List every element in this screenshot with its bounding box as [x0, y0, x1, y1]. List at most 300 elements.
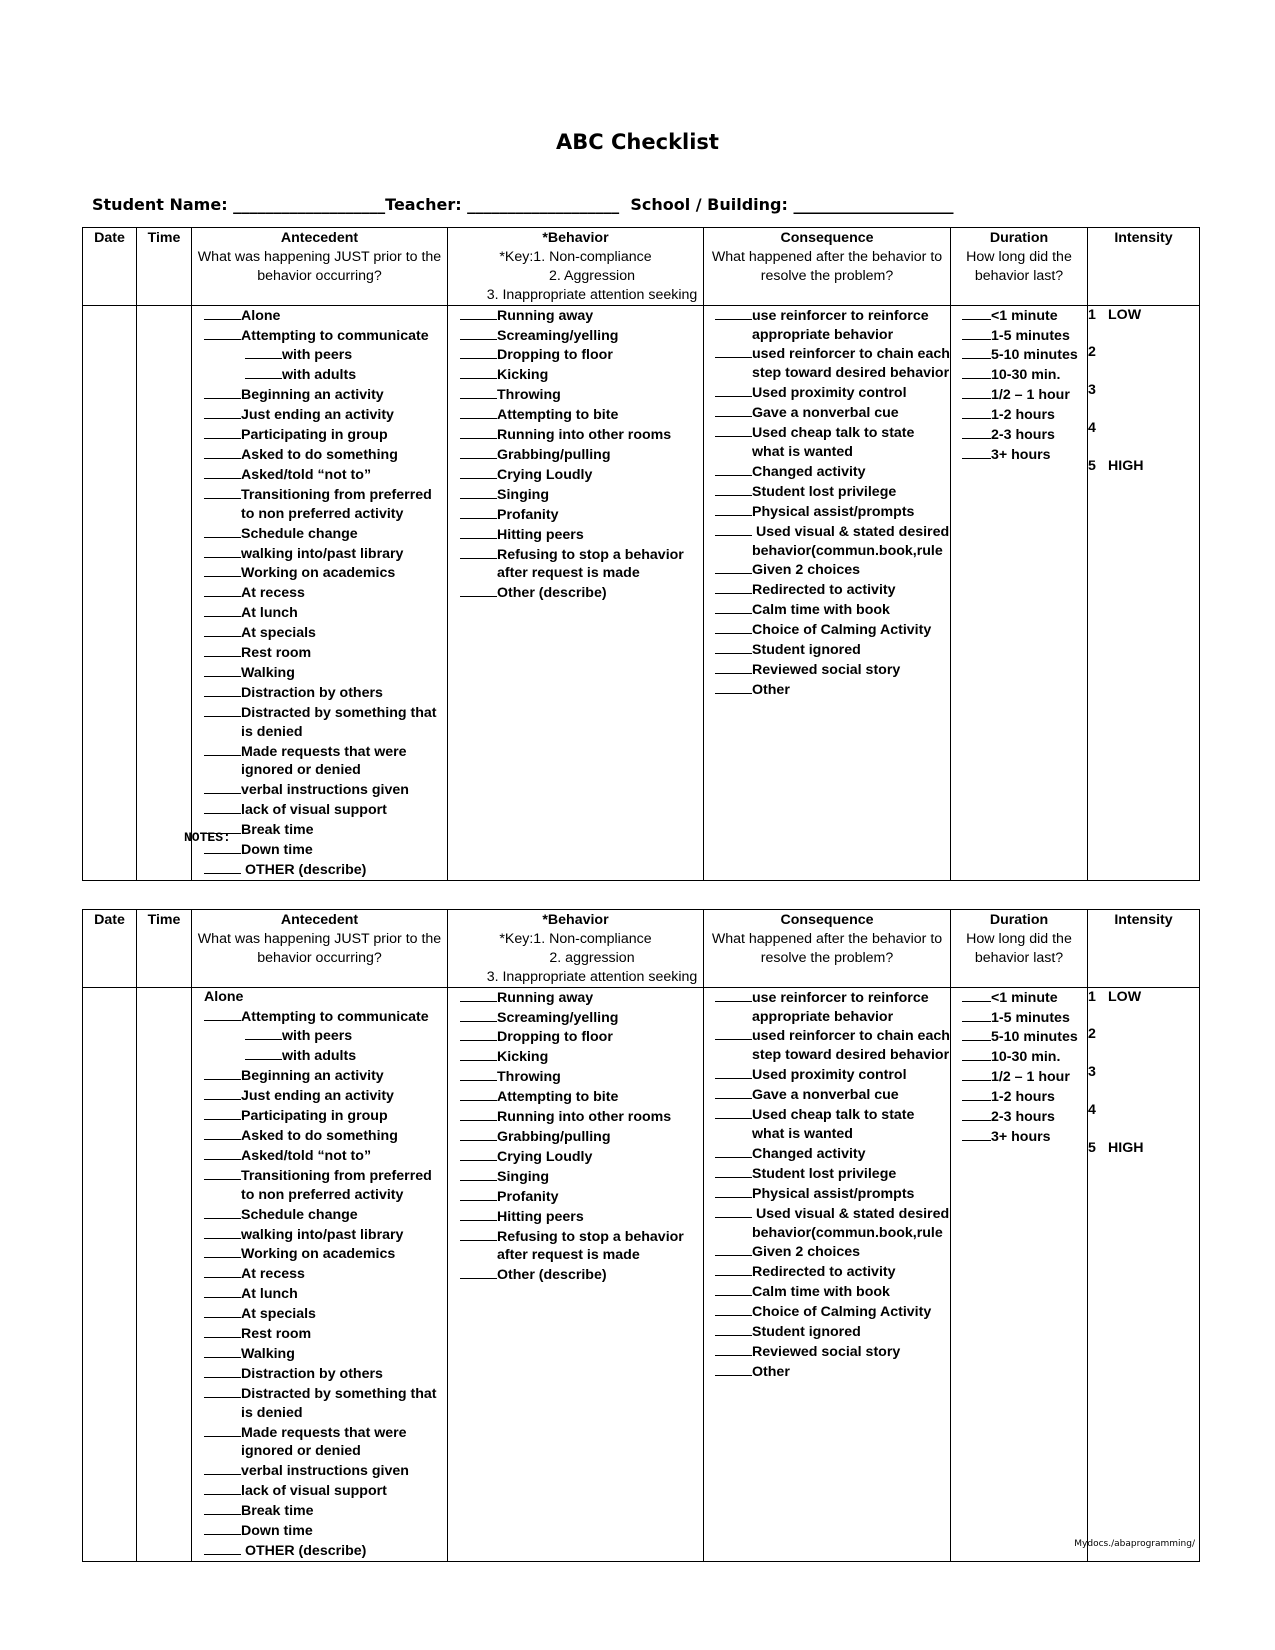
checklist-item[interactable] [715, 502, 950, 522]
checklist-item[interactable] [204, 1521, 447, 1541]
checklist-item[interactable] [715, 383, 950, 403]
checklist-item[interactable] [715, 306, 950, 326]
checklist-item[interactable] [962, 385, 1087, 405]
checklist-item[interactable] [460, 485, 703, 505]
checklist-item[interactable] [715, 620, 950, 640]
checklist-item[interactable] [460, 1027, 703, 1047]
check-blank[interactable] [460, 485, 497, 499]
checklist-item[interactable] [204, 703, 447, 723]
checklist-item[interactable] [204, 1066, 447, 1086]
check-blank[interactable] [204, 1126, 241, 1140]
check-blank[interactable] [460, 365, 497, 379]
checklist-item[interactable] [460, 1008, 703, 1028]
checklist-item[interactable] [204, 1007, 447, 1027]
checklist-item[interactable] [204, 988, 447, 1007]
checklist-item[interactable] [204, 723, 447, 742]
checklist-item[interactable] [962, 405, 1087, 425]
check-blank[interactable] [460, 385, 497, 399]
check-blank[interactable] [460, 545, 497, 559]
checklist-item[interactable] [715, 660, 950, 680]
checklist-item[interactable] [715, 1242, 950, 1262]
check-blank[interactable] [715, 660, 752, 674]
checklist-item[interactable] [204, 1146, 447, 1166]
checklist-item[interactable] [204, 1481, 447, 1501]
check-blank[interactable] [715, 1184, 752, 1198]
checklist-item[interactable] [460, 1187, 703, 1207]
checklist-item[interactable] [962, 1067, 1087, 1087]
time-cell[interactable] [137, 987, 192, 1561]
checklist-item[interactable] [204, 761, 447, 780]
checklist-item[interactable] [715, 1282, 950, 1302]
checklist-item[interactable] [715, 462, 950, 482]
checklist-item[interactable] [204, 1264, 447, 1284]
checklist-item[interactable] [204, 1106, 447, 1126]
checklist-item[interactable] [204, 603, 447, 623]
check-blank[interactable] [460, 1167, 497, 1181]
intensity-level[interactable] [1088, 306, 1199, 344]
check-blank[interactable] [715, 522, 752, 536]
checklist-item[interactable] [204, 780, 447, 800]
intensity-number: 2 [1088, 1026, 1096, 1043]
check-blank[interactable] [204, 1264, 241, 1278]
student-info-fields[interactable]: Student Name: ___________________Teacher: ___________________ School / Building: ____________________ [92, 195, 954, 214]
check-blank[interactable] [460, 1187, 497, 1201]
check-blank[interactable] [715, 1302, 752, 1316]
abc-table-2 [82, 909, 1200, 1562]
checklist-item[interactable] [962, 306, 1087, 326]
check-blank[interactable] [460, 1265, 497, 1279]
checklist-item[interactable] [460, 583, 703, 603]
checklist-item[interactable] [204, 800, 447, 820]
checklist-item[interactable] [204, 840, 447, 860]
intensity-level[interactable] [1088, 381, 1199, 419]
check-blank[interactable] [460, 583, 497, 597]
checklist-item[interactable] [715, 1164, 950, 1184]
intensity-level[interactable] [1088, 988, 1199, 1026]
checklist-item[interactable] [204, 1541, 447, 1561]
checklist-item[interactable] [204, 1404, 447, 1423]
checklist-item[interactable] [460, 1227, 703, 1247]
page-title: ABC Checklist [556, 130, 719, 154]
checklist-item[interactable] [715, 542, 950, 561]
checklist-item[interactable] [715, 1362, 950, 1382]
check-blank[interactable] [715, 1242, 752, 1256]
check-blank[interactable] [460, 1047, 497, 1061]
checklist-item[interactable] [962, 1107, 1087, 1127]
check-blank[interactable] [962, 365, 991, 379]
checklist-item[interactable] [204, 1026, 447, 1046]
check-blank[interactable] [460, 306, 497, 320]
checklist-item[interactable] [715, 1322, 950, 1342]
item-label: 5-10 minutes [991, 347, 1078, 364]
behavior-list [448, 987, 704, 1561]
checklist-item[interactable] [204, 1166, 447, 1186]
check-blank[interactable] [245, 1026, 282, 1040]
checklist-item[interactable] [204, 1442, 447, 1461]
check-blank[interactable] [204, 643, 241, 657]
checklist-item[interactable] [460, 1147, 703, 1167]
check-blank[interactable] [204, 1146, 241, 1160]
check-blank[interactable] [715, 1065, 752, 1079]
checklist-item[interactable] [204, 1284, 447, 1304]
check-blank[interactable] [204, 1225, 241, 1239]
checklist-item[interactable] [204, 465, 447, 485]
checklist-item[interactable] [204, 1046, 447, 1066]
check-blank[interactable] [460, 1147, 497, 1161]
check-blank[interactable] [962, 1107, 991, 1121]
checklist-item[interactable] [204, 1126, 447, 1146]
date-cell[interactable] [83, 987, 137, 1561]
checklist-item[interactable] [204, 1225, 447, 1245]
check-blank[interactable] [715, 1105, 752, 1119]
checklist-item[interactable] [715, 1046, 950, 1065]
checklist-item[interactable] [204, 485, 447, 505]
checklist-item[interactable] [715, 344, 950, 364]
check-blank[interactable] [204, 1244, 241, 1258]
checklist-item[interactable] [204, 1186, 447, 1205]
checklist-item[interactable] [715, 1026, 950, 1046]
checklist-item[interactable] [204, 683, 447, 703]
checklist-item[interactable] [460, 564, 703, 583]
checklist-item[interactable] [204, 1461, 447, 1481]
item-label: Crying Loudly [497, 466, 593, 483]
check-blank[interactable] [715, 1322, 752, 1336]
intensity-level[interactable] [1088, 1139, 1199, 1177]
check-blank[interactable] [715, 423, 752, 437]
check-blank[interactable] [460, 1067, 497, 1081]
checklist-item[interactable] [460, 345, 703, 365]
checklist-item[interactable] [715, 1065, 950, 1085]
check-blank[interactable] [204, 1541, 241, 1555]
check-blank[interactable] [204, 405, 241, 419]
checklist-item[interactable] [460, 465, 703, 485]
check-blank[interactable] [204, 1501, 241, 1515]
check-blank[interactable] [460, 505, 497, 519]
check-blank[interactable] [204, 742, 241, 756]
check-blank[interactable] [204, 563, 241, 577]
check-blank[interactable] [204, 583, 241, 597]
check-blank[interactable] [204, 703, 241, 717]
check-blank[interactable] [715, 1164, 752, 1178]
check-blank[interactable] [715, 1204, 752, 1218]
checklist-item[interactable] [715, 423, 950, 443]
check-blank[interactable] [204, 445, 241, 459]
checklist-item[interactable] [460, 525, 703, 545]
checklist-item[interactable] [460, 405, 703, 425]
check-blank[interactable] [962, 345, 991, 359]
checklist-item[interactable] [715, 640, 950, 660]
checklist-item[interactable] [715, 1184, 950, 1204]
checklist-item[interactable] [204, 1423, 447, 1443]
checklist-item[interactable] [204, 1364, 447, 1384]
checklist-item[interactable] [204, 345, 447, 365]
checklist-item[interactable] [715, 680, 950, 700]
check-blank[interactable] [962, 326, 991, 340]
check-blank[interactable] [715, 680, 752, 694]
checklist-item[interactable] [715, 1224, 950, 1243]
checklist-item[interactable] [715, 988, 950, 1008]
checklist-item[interactable] [715, 1008, 950, 1027]
check-blank[interactable] [204, 544, 241, 558]
check-blank[interactable] [715, 383, 752, 397]
checklist-item[interactable] [460, 326, 703, 346]
check-blank[interactable] [460, 465, 497, 479]
check-blank[interactable] [962, 1087, 991, 1101]
checklist-item[interactable] [715, 1105, 950, 1125]
checklist-item[interactable] [204, 365, 447, 385]
intensity-level[interactable] [1088, 419, 1199, 457]
check-blank[interactable] [962, 1047, 991, 1061]
check-blank[interactable] [715, 403, 752, 417]
checklist-item[interactable] [204, 1304, 447, 1324]
checklist-item[interactable] [204, 326, 447, 346]
check-blank[interactable] [715, 482, 752, 496]
check-blank[interactable] [962, 1008, 991, 1022]
checklist-item[interactable] [962, 425, 1087, 445]
check-blank[interactable] [715, 600, 752, 614]
checklist-item[interactable] [204, 1244, 447, 1264]
checklist-item[interactable] [962, 1047, 1087, 1067]
checklist-item[interactable] [460, 1207, 703, 1227]
check-blank[interactable] [962, 405, 991, 419]
check-blank[interactable] [245, 365, 282, 379]
check-blank[interactable] [715, 306, 752, 320]
check-blank[interactable] [460, 1087, 497, 1101]
check-blank[interactable] [460, 1008, 497, 1022]
check-blank[interactable] [715, 1262, 752, 1276]
check-blank[interactable] [962, 1027, 991, 1041]
item-label: Used visual & stated desired [752, 523, 950, 540]
checklist-item[interactable] [460, 988, 703, 1008]
checklist-item[interactable] [460, 505, 703, 525]
check-blank[interactable] [204, 1284, 241, 1298]
check-blank[interactable] [460, 525, 497, 539]
check-blank[interactable] [204, 1304, 241, 1318]
check-blank[interactable] [204, 780, 241, 794]
check-blank[interactable] [204, 800, 241, 814]
checklist-item[interactable] [204, 860, 447, 880]
check-blank[interactable] [962, 425, 991, 439]
checklist-item[interactable] [460, 1265, 703, 1285]
check-blank[interactable] [204, 1007, 241, 1021]
check-blank[interactable] [204, 1324, 241, 1338]
check-blank[interactable] [204, 326, 241, 340]
checklist-item[interactable] [962, 326, 1087, 346]
check-blank[interactable] [715, 988, 752, 1002]
check-blank[interactable] [460, 1127, 497, 1141]
checklist-item[interactable] [204, 1344, 447, 1364]
checklist-item[interactable] [715, 364, 950, 383]
checklist-item[interactable] [962, 1127, 1087, 1147]
check-blank[interactable] [460, 445, 497, 459]
time-cell[interactable] [137, 305, 192, 880]
checklist-item[interactable] [204, 445, 447, 465]
item-label: Used cheap talk to state [752, 1107, 915, 1124]
checklist-item[interactable] [460, 1127, 703, 1147]
check-blank[interactable] [204, 306, 241, 320]
checklist-item[interactable] [204, 405, 447, 425]
checklist-item[interactable] [715, 1302, 950, 1322]
check-blank[interactable] [460, 1107, 497, 1121]
item-label: Rest room [241, 645, 312, 662]
checklist-item[interactable] [204, 623, 447, 643]
item-label: 1-5 minutes [991, 1009, 1070, 1026]
checklist-item[interactable] [204, 1086, 447, 1106]
check-blank[interactable] [962, 385, 991, 399]
checklist-item[interactable] [460, 1246, 703, 1265]
checklist-item[interactable] [962, 445, 1087, 465]
checklist-item[interactable] [962, 365, 1087, 385]
checklist-item[interactable] [204, 643, 447, 663]
date-cell[interactable] [83, 305, 137, 880]
check-blank[interactable] [204, 385, 241, 399]
checklist-item[interactable] [962, 1008, 1087, 1028]
checklist-item[interactable] [204, 505, 447, 524]
check-blank[interactable] [460, 1227, 497, 1241]
checklist-item[interactable] [715, 482, 950, 502]
checklist-item[interactable] [204, 1205, 447, 1225]
check-blank[interactable] [204, 1205, 241, 1219]
check-blank[interactable] [204, 524, 241, 538]
checklist-item[interactable] [715, 1144, 950, 1164]
checklist-item[interactable] [460, 1087, 703, 1107]
intensity-level[interactable] [1088, 1063, 1199, 1101]
check-blank[interactable] [204, 663, 241, 677]
checklist-item[interactable] [204, 563, 447, 583]
check-blank[interactable] [715, 1144, 752, 1158]
checklist-item[interactable] [715, 600, 950, 620]
check-blank[interactable] [204, 623, 241, 637]
checklist-item[interactable] [460, 385, 703, 405]
check-blank[interactable] [460, 405, 497, 419]
check-blank[interactable] [715, 502, 752, 516]
checklist-item[interactable] [460, 306, 703, 326]
checklist-item[interactable] [715, 522, 950, 542]
checklist-item[interactable] [715, 326, 950, 345]
check-blank[interactable] [460, 1207, 497, 1221]
check-blank[interactable] [204, 1166, 241, 1180]
check-blank[interactable] [245, 1046, 282, 1060]
checklist-item[interactable] [204, 544, 447, 564]
checklist-item[interactable] [460, 545, 703, 565]
checklist-item[interactable] [715, 580, 950, 600]
checklist-item[interactable] [460, 1167, 703, 1187]
checklist-item[interactable] [715, 1262, 950, 1282]
check-blank[interactable] [460, 326, 497, 340]
check-blank[interactable] [962, 445, 991, 459]
check-blank[interactable] [204, 683, 241, 697]
intensity-level[interactable] [1088, 1025, 1199, 1063]
check-blank[interactable] [715, 462, 752, 476]
checklist-item[interactable] [460, 1067, 703, 1087]
checklist-item[interactable] [962, 345, 1087, 365]
check-blank[interactable] [204, 1086, 241, 1100]
check-blank[interactable] [962, 306, 991, 320]
intensity-scale [1088, 305, 1200, 880]
check-blank[interactable] [715, 1282, 752, 1296]
item-label: Just ending an activity [241, 407, 394, 424]
check-blank[interactable] [962, 988, 991, 1002]
item-label: Grabbing/pulling [497, 446, 611, 463]
check-blank[interactable] [204, 1481, 241, 1495]
item-label: Asked/told “not to” [241, 1147, 372, 1164]
check-blank[interactable] [204, 1106, 241, 1120]
check-blank[interactable] [715, 1026, 752, 1040]
check-blank[interactable] [204, 603, 241, 617]
intensity-number: 1 [1088, 988, 1096, 1005]
checklist-item[interactable] [715, 443, 950, 462]
check-blank[interactable] [204, 1344, 241, 1358]
intensity-level[interactable] [1088, 1101, 1199, 1139]
checklist-item[interactable] [460, 425, 703, 445]
checklist-item[interactable] [962, 988, 1087, 1008]
check-blank[interactable] [204, 425, 241, 439]
item-label: 5-10 minutes [991, 1029, 1078, 1046]
check-blank[interactable] [204, 860, 241, 874]
check-blank[interactable] [204, 1066, 241, 1080]
checklist-item[interactable] [204, 524, 447, 544]
check-blank[interactable] [204, 1521, 241, 1535]
check-blank[interactable] [204, 1364, 241, 1378]
check-blank[interactable] [715, 620, 752, 634]
checklist-item[interactable] [204, 1324, 447, 1344]
check-blank[interactable] [204, 1423, 241, 1437]
intensity-level[interactable] [1088, 457, 1199, 495]
checklist-item[interactable] [460, 445, 703, 465]
checklist-item[interactable] [962, 1087, 1087, 1107]
check-blank[interactable] [715, 1342, 752, 1356]
checklist-item[interactable] [204, 820, 447, 840]
check-blank[interactable] [962, 1127, 991, 1141]
checklist-item[interactable] [204, 1501, 447, 1521]
check-blank[interactable] [715, 344, 752, 358]
checklist-item[interactable] [715, 560, 950, 580]
checklist-item[interactable] [460, 1107, 703, 1127]
checklist-item[interactable] [204, 425, 447, 445]
intensity-level[interactable] [1088, 343, 1199, 381]
check-blank[interactable] [204, 1461, 241, 1475]
checklist-item[interactable] [460, 365, 703, 385]
checklist-item[interactable] [715, 1342, 950, 1362]
checklist-item[interactable] [715, 403, 950, 423]
check-blank[interactable] [460, 425, 497, 439]
checklist-item[interactable] [204, 1384, 447, 1404]
checklist-item[interactable] [204, 385, 447, 405]
checklist-item[interactable] [204, 306, 447, 326]
checklist-item[interactable] [715, 1085, 950, 1105]
checklist-item[interactable] [204, 583, 447, 603]
check-blank[interactable] [715, 1362, 752, 1376]
check-blank[interactable] [962, 1067, 991, 1081]
check-blank[interactable] [715, 560, 752, 574]
checklist-item[interactable] [715, 1125, 950, 1144]
checklist-item[interactable] [715, 1204, 950, 1224]
check-blank[interactable] [715, 580, 752, 594]
check-blank[interactable] [204, 485, 241, 499]
checklist-item[interactable] [204, 663, 447, 683]
check-blank[interactable] [204, 465, 241, 479]
check-blank[interactable] [204, 1384, 241, 1398]
checklist-item[interactable] [962, 1027, 1087, 1047]
check-blank[interactable] [460, 345, 497, 359]
check-blank[interactable] [460, 1027, 497, 1041]
check-blank[interactable] [460, 988, 497, 1002]
checklist-item[interactable] [204, 742, 447, 762]
check-blank[interactable] [715, 640, 752, 654]
check-blank[interactable] [715, 1085, 752, 1099]
check-blank[interactable] [245, 345, 282, 359]
checklist-item[interactable] [460, 1047, 703, 1067]
